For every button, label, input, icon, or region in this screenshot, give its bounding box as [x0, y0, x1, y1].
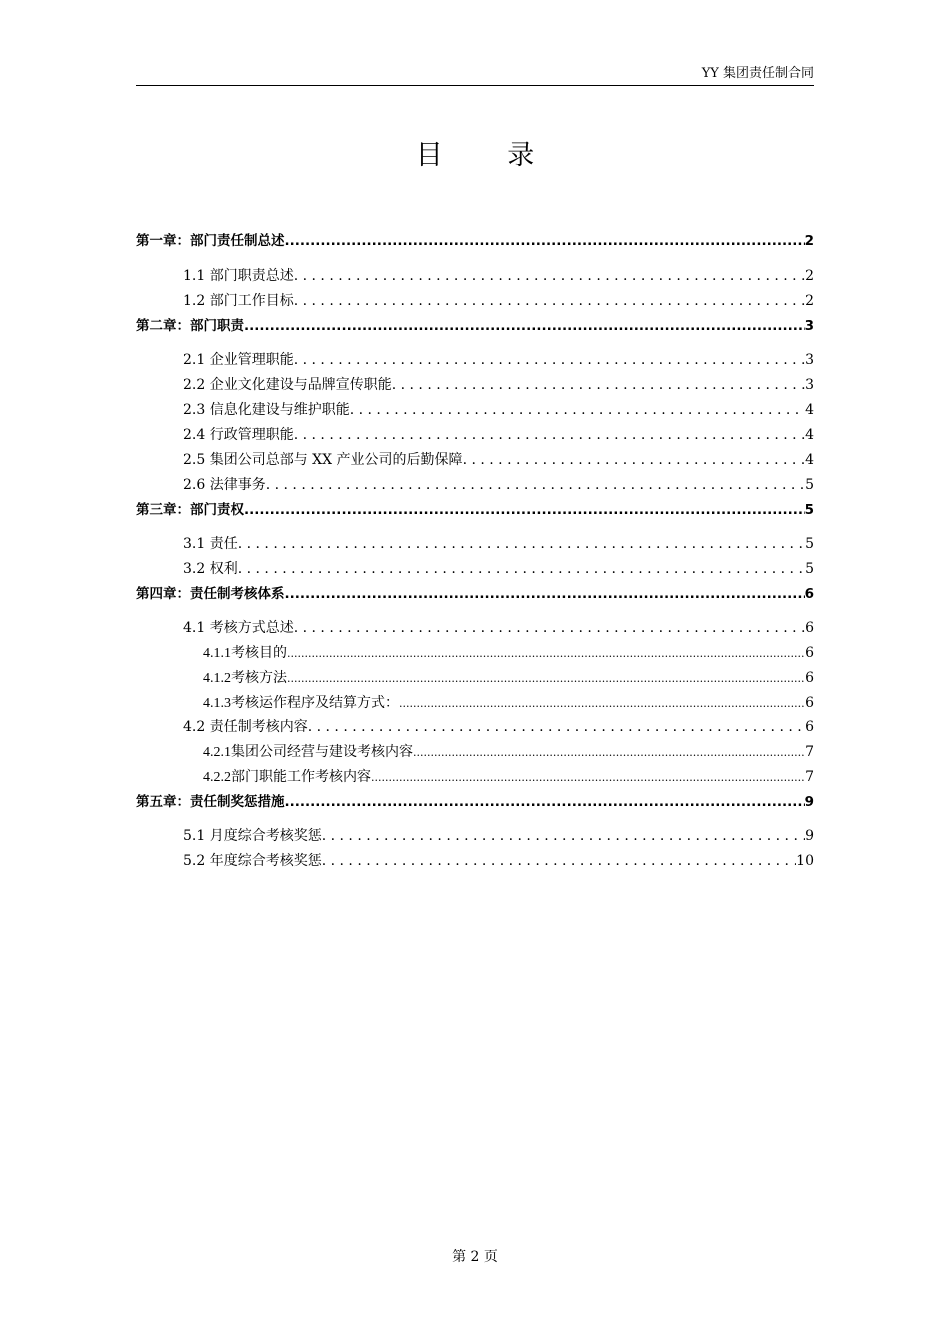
- toc-entry-section[interactable]: [183, 824, 814, 848]
- toc-entry-text: 考核方法: [231, 670, 287, 686]
- toc-entry-number: 4.2.2: [203, 770, 231, 785]
- toc-entry-subsection[interactable]: [203, 666, 814, 690]
- toc-page-number: 5: [805, 477, 814, 493]
- toc-entry-label: 5.1 月度综合考核奖惩: [183, 828, 322, 844]
- toc-entry-number: 4.1.1: [203, 646, 231, 661]
- toc-page-number: 4: [805, 427, 814, 443]
- toc-leader-dots: [294, 616, 805, 640]
- toc-page-number: 2: [805, 293, 814, 309]
- toc-leader-dots: [294, 289, 805, 313]
- toc-entry-label: [203, 666, 287, 690]
- toc-entry-text: 集团公司经营与建设考核内容: [231, 744, 413, 760]
- toc-entry-section[interactable]: [183, 532, 814, 556]
- page-footer: 第 2 页: [452, 1249, 498, 1265]
- toc-entry-section[interactable]: [183, 373, 814, 397]
- toc-entry-label: 2.5 集团公司总部与 XX 产业公司的后勤保障: [183, 452, 463, 468]
- toc-entry-label: 2.6 法律事务: [183, 477, 266, 493]
- toc-entry-section[interactable]: [183, 616, 814, 640]
- toc-leader-dots: [322, 824, 805, 848]
- toc-page-number: 6: [805, 695, 814, 711]
- toc-leader-dots: [322, 849, 796, 873]
- toc-entry-chapter[interactable]: [136, 498, 814, 522]
- toc-page-number: 4: [805, 452, 814, 468]
- toc-entry-label: 2.4 行政管理职能: [183, 427, 294, 443]
- toc-entry-label: 1.1 部门职责总述: [183, 268, 294, 284]
- toc-page-number: 10: [796, 853, 814, 869]
- toc-entry-chapter[interactable]: [136, 582, 814, 606]
- toc-entry-subsection[interactable]: [203, 765, 814, 789]
- toc-entry-label: 1.2 部门工作目标: [183, 293, 294, 309]
- toc-leader-dots: [371, 765, 805, 789]
- toc-leader-dots: [285, 790, 805, 814]
- toc-page-number: 3: [805, 352, 814, 368]
- toc-entry-label: 4.1 考核方式总述: [183, 620, 294, 636]
- toc-entry-chapter[interactable]: [136, 790, 814, 814]
- toc-entry-number: 4.1.3: [203, 696, 231, 711]
- toc-leader-dots: [285, 582, 805, 606]
- toc-entry-section[interactable]: [183, 423, 814, 447]
- toc-entry-label: 2.3 信息化建设与维护职能: [183, 402, 350, 418]
- toc-entry-chapter[interactable]: [136, 314, 814, 338]
- toc-leader-dots: [285, 229, 805, 253]
- toc-entry-subsection[interactable]: [203, 691, 814, 715]
- toc-entry-label: 第三章：部门责权: [136, 502, 244, 518]
- toc-entry-label: 2.2 企业文化建设与品牌宣传职能: [183, 377, 392, 393]
- toc-entry-label: 3.2 权利: [183, 561, 238, 577]
- toc-entry-label: 4.2 责任制考核内容: [183, 719, 308, 735]
- toc-entry-subsection[interactable]: [203, 641, 814, 665]
- toc-leader-dots: [294, 423, 805, 447]
- toc-entry-label: 第五章：责任制奖惩措施: [136, 794, 285, 810]
- toc-page-number: 5: [804, 502, 814, 518]
- page-header: YY 集团责任制合同: [701, 66, 814, 81]
- toc-leader-dots: [244, 498, 805, 522]
- toc-leader-dots: [238, 557, 805, 581]
- toc-leader-dots: [238, 532, 805, 556]
- toc-entry-section[interactable]: [183, 448, 814, 472]
- toc-entry-section[interactable]: [183, 264, 814, 288]
- toc-leader-dots: [266, 473, 805, 497]
- toc-page-number: 6: [805, 620, 814, 636]
- toc-leader-dots: [294, 264, 805, 288]
- toc-page-number: 9: [804, 794, 814, 810]
- toc-entry-section[interactable]: [183, 398, 814, 422]
- toc-page-number: 6: [805, 719, 814, 735]
- toc-leader-dots: [287, 641, 805, 665]
- toc-entry-label: [203, 641, 287, 665]
- toc-entry-label: 3.1 责任: [183, 536, 238, 552]
- toc-leader-dots: [244, 314, 805, 338]
- toc-title: 目 录: [415, 140, 563, 171]
- toc-entry-label: [203, 765, 371, 789]
- toc-entry-text: 考核运作程序及结算方式：: [231, 695, 399, 711]
- toc-leader-dots: [308, 715, 805, 739]
- toc-page-number: 6: [804, 586, 814, 602]
- toc-page-number: 5: [805, 561, 814, 577]
- toc-entry-label: 5.2 年度综合考核奖惩: [183, 853, 322, 869]
- toc-page-number: 2: [805, 268, 814, 284]
- toc-page-number: 7: [805, 769, 814, 785]
- toc-entry-section[interactable]: [183, 715, 814, 739]
- toc-page-number: 4: [805, 402, 814, 418]
- toc-page-number: 3: [804, 318, 814, 334]
- toc-entry-label: 第四章：责任制考核体系: [136, 586, 285, 602]
- toc-entry-number: 4.1.2: [203, 671, 231, 686]
- toc-page-number: 5: [805, 536, 814, 552]
- toc-entry-section[interactable]: [183, 849, 814, 873]
- toc-entry-chapter[interactable]: [136, 229, 814, 253]
- toc-entry-section[interactable]: [183, 348, 814, 372]
- toc-leader-dots: [350, 398, 805, 422]
- toc-entry-section[interactable]: [183, 557, 814, 581]
- toc-entry-number: 4.2.1: [203, 745, 231, 760]
- toc-leader-dots: [463, 448, 806, 472]
- toc-page-number: 6: [805, 670, 814, 686]
- toc-entry-text: 考核目的: [231, 645, 287, 661]
- header-divider: [136, 85, 814, 86]
- toc-entry-text: 部门职能工作考核内容: [231, 769, 371, 785]
- toc-page-number: 7: [805, 744, 814, 760]
- toc-page-number: 9: [805, 828, 814, 844]
- toc-entry-label: [203, 740, 413, 764]
- toc-leader-dots: [287, 666, 805, 690]
- toc-entry-section[interactable]: [183, 473, 814, 497]
- toc-leader-dots: [399, 691, 805, 715]
- toc-leader-dots: [413, 740, 805, 764]
- toc-entry-label: 第一章：部门责任制总述: [136, 233, 285, 249]
- toc-entry-section[interactable]: [183, 289, 814, 313]
- toc-entry-subsection[interactable]: [203, 740, 814, 764]
- toc-entry-label: 2.1 企业管理职能: [183, 352, 294, 368]
- toc-entry-label: 第二章：部门职责: [136, 318, 244, 334]
- toc-page-number: 2: [804, 233, 814, 249]
- toc-entry-label: [203, 691, 399, 715]
- toc-page-number: 6: [805, 645, 814, 661]
- toc-page-number: 3: [805, 377, 814, 393]
- toc-leader-dots: [392, 373, 805, 397]
- toc-leader-dots: [294, 348, 805, 372]
